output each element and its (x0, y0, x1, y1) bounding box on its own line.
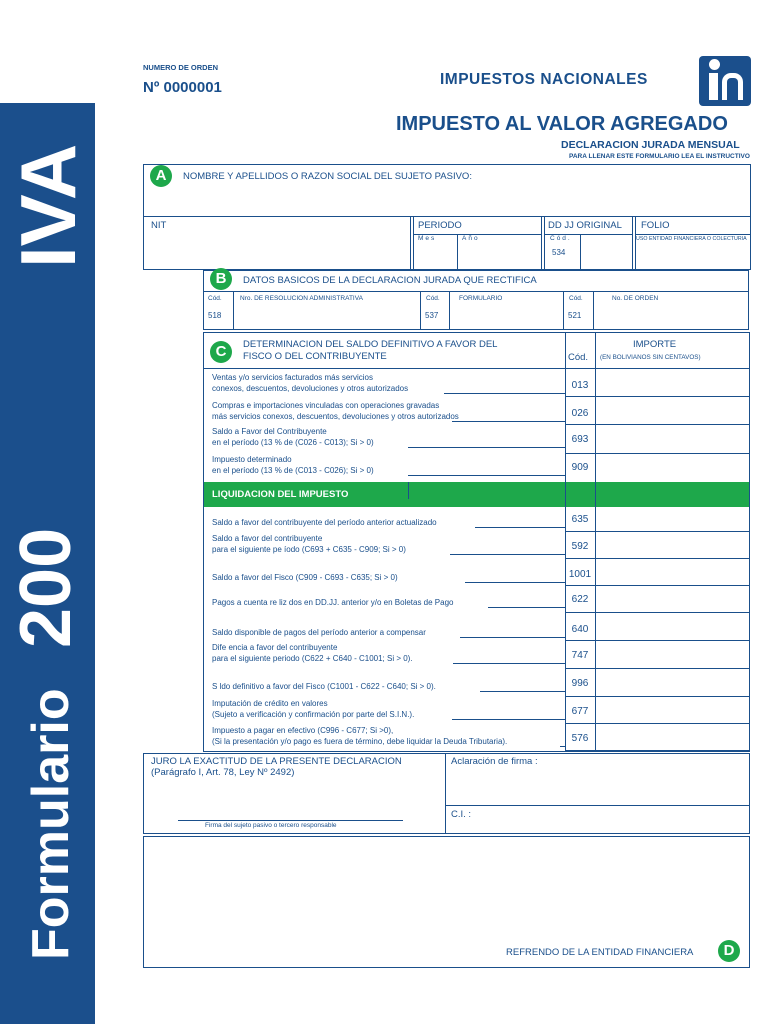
entry-underline (480, 691, 565, 692)
code-cell: 640 (571, 624, 589, 635)
section_c.rows-row-label-2: más servicios conexos, descuentos, devoluciones y otros autorizados (212, 412, 459, 421)
entry-underline (452, 421, 565, 422)
importe-input[interactable] (596, 613, 749, 640)
code-cell: 026 (571, 408, 589, 419)
firma-label: Firma del sujeto pasivo o tercero responsable (205, 822, 337, 829)
importe-input[interactable] (596, 369, 749, 396)
importe-input[interactable] (596, 641, 749, 668)
section_c.rows-row-label-2: conexos, descuentos, devoluciones y otros autorizados (212, 384, 409, 393)
section_c.liq_rows-row-label-2: (Si la presentación y/o pago es fuera de término, debe liquidar la Deuda Tributaria). (212, 737, 508, 746)
importe-header: IMPORTE (633, 339, 677, 350)
section-b-badge: B (210, 268, 232, 290)
section_c.liq_rows-row-label: Imputación de crédito en valores (212, 699, 328, 708)
code-cell: 747 (571, 650, 589, 661)
ci-label: C.I. : (451, 809, 472, 820)
juro-line-2: (Parágrafo I, Art. 78, Ley Nº 2492) (151, 767, 295, 778)
entry-underline (488, 607, 565, 608)
b-code-521: 521 (568, 311, 582, 320)
code-cell: 677 (571, 706, 589, 717)
section-c-badge: C (210, 341, 232, 363)
code-cell: 693 (571, 434, 589, 445)
section_c.liq_rows-row-label: Pagos a cuenta re liz dos en DD.JJ. anterior y/o en Boletas de Pago (212, 598, 454, 607)
b-orden-label: No. DE ORDEN (612, 295, 659, 302)
section-c-title-2: FISCO O DEL CONTRIBUYENTE (243, 351, 387, 362)
b-cod1-label: Cód. (208, 295, 222, 302)
ddjj-cod-value: 534 (552, 248, 566, 257)
importe-input[interactable] (596, 586, 749, 612)
section_c.liq_rows-row-label-2: para el siguiente periodo (C622 + C640 - C1001; Si > 0). (212, 654, 413, 663)
importe-note: (EN BOLIVIANOS SIN CENTAVOS) (600, 354, 701, 361)
sidebar-form-number: 200 (6, 527, 86, 648)
sidebar-tax-title: IVA (4, 143, 92, 268)
refrendo-label: REFRENDO DE LA ENTIDAD FINANCIERA (506, 947, 694, 958)
code-cell: 1001 (568, 569, 592, 580)
b-cod2-label: Cód. (426, 295, 440, 302)
importe-input[interactable] (596, 559, 749, 585)
section-a-badge: A (150, 165, 172, 187)
section_c.liq_rows-row-label: Saldo disponible de pagos del período anterior a compensar (212, 628, 426, 637)
entry-underline (452, 719, 565, 720)
entry-underline (475, 527, 565, 528)
importe-input[interactable] (596, 724, 749, 750)
importe-input[interactable] (596, 425, 749, 453)
entry-underline (465, 582, 565, 583)
entry-underline (408, 475, 565, 476)
logo-mark-icon (709, 73, 718, 100)
entry-underline (560, 746, 565, 747)
b-code-518: 518 (208, 311, 222, 320)
b-formulario-label: FORMULARIO (459, 295, 503, 302)
form-subtitle: DECLARACION JURADA MENSUAL (561, 139, 740, 151)
section_c.rows-row-label-2: en el período (13 % de (C026 - C013); Si > 0) (212, 438, 374, 447)
code-cell: 635 (571, 514, 589, 525)
section_c.liq_rows-row-label: Saldo a favor del contribuyente (212, 534, 323, 543)
cod-header: Cód. (568, 352, 589, 363)
importe-input[interactable] (596, 669, 749, 696)
section_c.liq_rows-row-label: Impuesto a pagar en efectivo (C996 - C677; Si >0), (212, 726, 394, 735)
entry-underline (450, 554, 565, 555)
aclaracion-label: Aclaración de firma : (451, 756, 538, 767)
instructions-note: PARA LLENAR ESTE FORMULARIO LEA EL INSTRUCTIVO (569, 153, 750, 160)
importe-input[interactable] (596, 508, 749, 531)
logo-dot-icon (709, 59, 720, 70)
ddjj-original-label: DD JJ ORIGINAL (548, 220, 622, 231)
b-code-537: 537 (425, 311, 439, 320)
liquidacion-title: LIQUIDACION DEL IMPUESTO (212, 489, 349, 500)
code-cell: 996 (571, 678, 589, 689)
code-cell: 909 (571, 462, 589, 473)
sidebar-form-word: Formulario (22, 688, 80, 960)
importe-input[interactable] (596, 697, 749, 723)
agency-name: IMPUESTOS NACIONALES (440, 71, 648, 88)
agency-logo (699, 56, 751, 106)
periodo-label: PERIODO (418, 220, 462, 231)
section_c.liq_rows-row-label-2: para el siguiente pe íodo (C693 + C635 - C909; Si > 0) (212, 545, 406, 554)
section-c-title-1: DETERMINACION DEL SALDO DEFINITIVO A FAVOR DEL (243, 339, 498, 350)
form-title: IMPUESTO AL VALOR AGREGADO (396, 113, 728, 135)
section_c.liq_rows-row-label: Dife encia a favor del contribuyente (212, 643, 338, 652)
mes-label: Mes (418, 235, 437, 242)
importe-input[interactable] (596, 532, 749, 558)
importe-input[interactable] (596, 454, 749, 482)
folio-note: USO ENTIDAD FINANCIERA O COLECTURIA (636, 236, 747, 242)
section-d-badge: D (718, 940, 740, 962)
importe-input[interactable] (596, 397, 749, 424)
section_c.rows-row-label: Impuesto determinado (212, 455, 292, 464)
entry-underline (444, 393, 565, 394)
code-cell: 622 (571, 594, 589, 605)
code-cell: 592 (571, 541, 589, 552)
taxpayer-name-label: NOMBRE Y APELLIDOS O RAZON SOCIAL DEL SUJETO PASIVO: (183, 171, 472, 182)
entry-underline (408, 447, 565, 448)
entry-underline (460, 637, 565, 638)
section_c.liq_rows-row-label: Saldo a favor del contribuyente del período anterior actualizado (212, 518, 437, 527)
section_c.liq_rows-row-label: S ldo definitivo a favor del Fisco (C1001 - C622 - C640; Si > 0). (212, 682, 436, 691)
section_c.rows-row-label: Saldo a Favor del Contribuyente (212, 427, 327, 436)
order-label: NUMERO DE ORDEN (143, 63, 219, 72)
section_c.rows-row-label: Ventas y/o servicios facturados más servicios (212, 373, 373, 382)
folio-label: FOLIO (641, 220, 670, 231)
code-cell: 013 (571, 380, 589, 391)
code-cell: 576 (571, 733, 589, 744)
entry-underline (453, 663, 565, 664)
section_c.rows-row-label: Compras e importaciones vinculadas con operaciones gravadas (212, 401, 440, 410)
order-number: Nº 0000001 (143, 79, 222, 96)
section_c.liq_rows-row-label-2: (Sujeto a verificación y confirmación por parte del S.I.N.). (212, 710, 415, 719)
section_c.rows-row-label-2: en el período (13 % de (C013 - C026); Si > 0) (212, 466, 374, 475)
juro-line-1: JURO LA EXACTITUD DE LA PRESENTE DECLARACION (151, 756, 402, 767)
b-cod3-label: Cód. (569, 295, 583, 302)
section_c.liq_rows-row-label: Saldo a favor del Fisco (C909 - C693 - C635; Si > 0) (212, 573, 398, 582)
nit-label: NIT (151, 220, 167, 231)
section-b-title: DATOS BASICOS DE LA DECLARACION JURADA QUE RECTIFICA (243, 275, 537, 286)
b-resolucion-label: Nro. DE RESOLUCION ADMINISTRATIVA (240, 295, 363, 302)
anio-label: Año (462, 235, 480, 242)
ddjj-cod-label: Cód. (550, 235, 572, 242)
